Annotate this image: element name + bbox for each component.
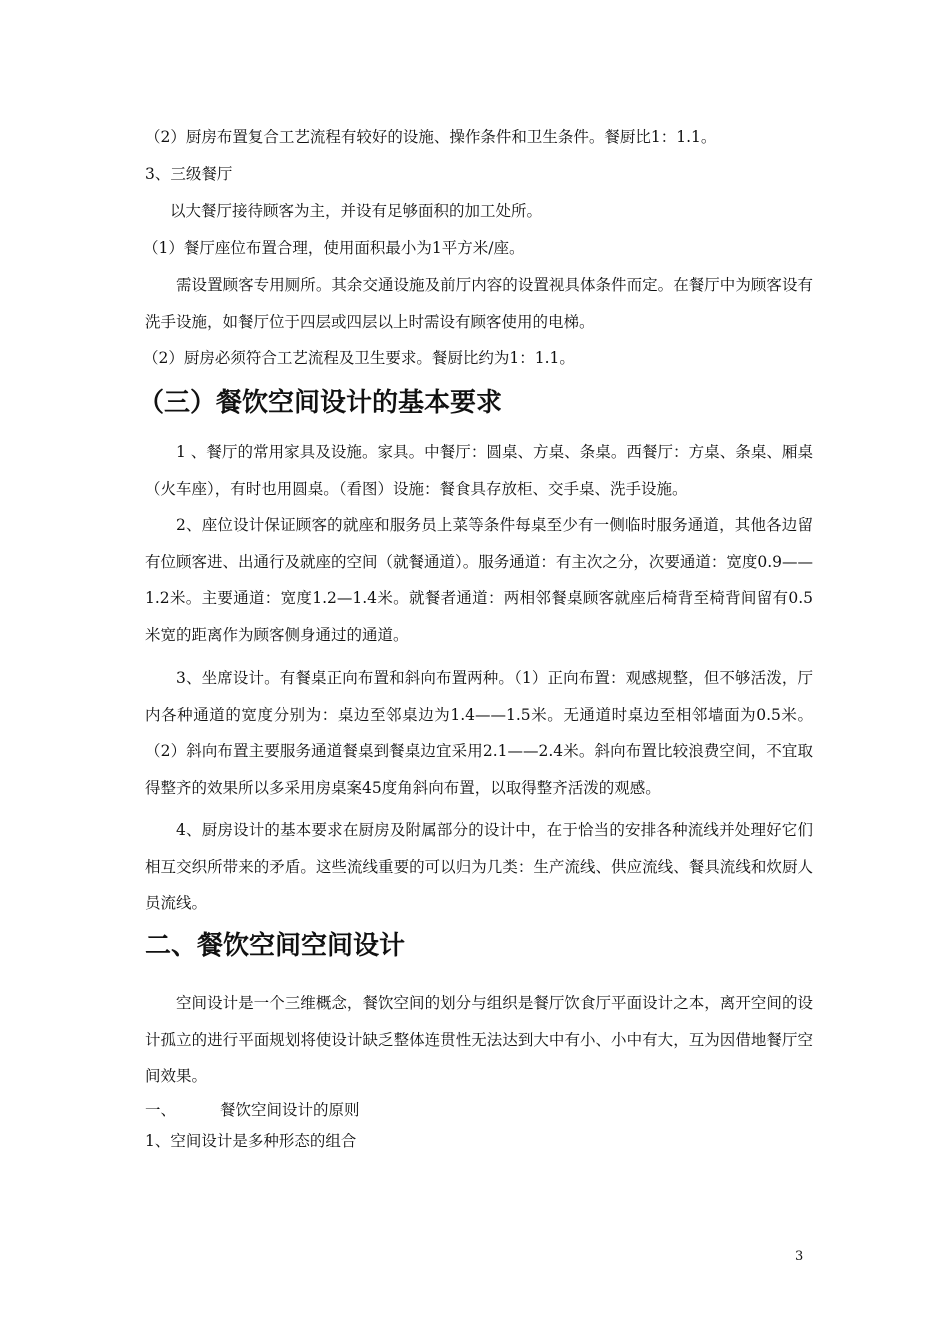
paragraph-space-design-intro: 空间设计是一个三维概念，餐饮空间的划分与组织是餐厅饮食厅平面设计之本，离开空间的设计孤立的进行平面规划将使设计缺乏整体连贯性无法达到大中有小、小中有大，互为因借地餐厅空间效果。	[145, 994, 813, 1085]
paragraph-requirement-seating: 2、座位设计保证顾客的就座和服务员上菜等条件每桌至少有一侧临时服务通道，其他各边留有位顾客进、出通行及就座的空间（就餐通道）。服务通道：有主次之分，次要通道：宽度0.9——1.2米。主要通道：宽度1.2—1.4米。就餐者通道：两相邻餐桌顾客就座后椅背至椅背间留有0.5米宽的距离作为顾客侧身通过的通道。	[145, 516, 813, 644]
paragraph-kitchen-layout: （2）厨房布置复合工艺流程有较好的设施、操作条件和卫生条件。餐厨比1：1.1。	[145, 128, 717, 146]
paragraph-requirement-layout: 3、坐席设计。有餐桌正向布置和斜向布置两种。（1）正向布置：观感规整，但不够活泼，厅内各种通道的宽度分别为：桌边至邻桌边为1.4——1.5米。无通道时桌边至相邻墙面为0.5米。（2）斜向布置主要服务通道餐桌到餐桌边宜采用2.1——2.4米。斜向布置比较浪费空间，不宜取得整齐的效果所以多采用房桌案45度角斜向布置，以取得整齐活泼的观感。	[145, 669, 813, 797]
list-item-principles	[145, 1099, 813, 1121]
subsection-title-spatial-forms: 1、空间设计是多种形态的组合	[145, 1132, 357, 1150]
paragraph-requirement-furniture: 1 、餐厅的常用家具及设施。家具。中餐厅：圆桌、方桌、条桌。西餐厅：方桌、条桌、厢桌（火车座），有时也用圆桌。（看图）设施：餐食具存放柜、交手桌、洗手设施。	[145, 443, 813, 498]
paragraph-level3-seating: （1）餐厅座位布置合理，使用面积最小为1平方米/座。	[143, 239, 525, 257]
paragraph-level3-intro: 以大餐厅接待顾客为主，并设有足够面积的加工处所。	[170, 202, 543, 220]
page-number: 3	[795, 1249, 804, 1264]
paragraph-level3-facilities: 需设置顾客专用厕所。其余交通设施及前厅内容的设置视具体条件而定。在餐厅中为顾客设有洗手设施，如餐厅位于四层或四层以上时需设有顾客使用的电梯。	[145, 276, 813, 331]
heading-basic-requirements: （三）餐饮空间设计的基本要求	[138, 388, 503, 418]
heading-space-design: 二、餐饮空间空间设计	[145, 931, 406, 961]
paragraph-level3-kitchen: （2）厨房必须符合工艺流程及卫生要求。餐厨比约为1：1.1。	[143, 349, 575, 367]
list-number: 一、	[145, 1101, 177, 1119]
section-title-level3-restaurant: 3、三级餐厅	[145, 165, 233, 183]
list-item-label: 餐饮空间设计的原则	[220, 1101, 360, 1119]
paragraph-requirement-kitchen: 4、厨房设计的基本要求在厨房及附属部分的设计中，在于恰当的安排各种流线并处理好它们相互交织所带来的矛盾。这些流线重要的可以归为几类：生产流线、供应流线、餐具流线和炊厨人员流线。	[145, 821, 813, 912]
